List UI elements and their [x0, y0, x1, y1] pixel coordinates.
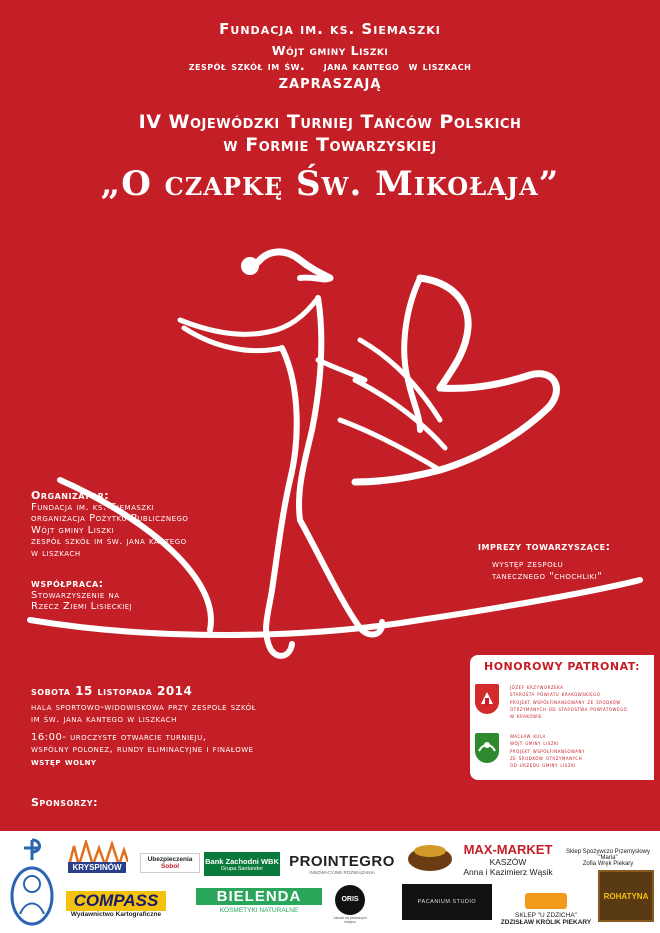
patron-line: otrzymanych od starostwa powiatowego: [510, 705, 628, 713]
kryspinow-logo: [62, 838, 132, 874]
events-block: [478, 541, 648, 583]
oris-text: ORIS: [335, 885, 365, 915]
pacanium-text: PACANIUM STUDIO: [417, 899, 477, 905]
oris-subtext: Jakość na pierwszym miejscu: [333, 915, 367, 924]
organizer-line: zespół szkół im św. jana kantego: [31, 536, 187, 547]
event-program: wspólny polonez, rundy eliminacyjne i finałowe: [31, 744, 254, 755]
title-line-2: w Formie Towarzyskiej: [223, 134, 437, 156]
sponsors-label: Sponsorzy:: [31, 796, 98, 809]
events-line: występ zespołu: [492, 558, 564, 570]
patronage-heading: HONOROWY PATRONAT:: [484, 660, 641, 673]
organizer-line: Wójt gminy Liszki: [31, 524, 115, 536]
patron-line: projekt współfinansowany ze środków: [510, 698, 621, 706]
patron-line: od urzędu gminy liszki: [510, 762, 576, 770]
zdzicha-badge-icon: [525, 893, 567, 909]
compass-text: COMPASS: [66, 891, 167, 911]
bakery-logo-icon: [404, 840, 456, 874]
patron-line: starosta powiatu krakowskiego: [510, 691, 601, 699]
maxmarket-kaszow: KASZÓW: [489, 856, 527, 867]
patron-line: ze środków otrzymanych: [510, 754, 583, 762]
sklep-maria-text-1: Sklep Spożywczo Przemysłowy: [565, 849, 651, 855]
prointegro-logo: [286, 850, 398, 878]
bzwbk-logo: [204, 852, 280, 876]
prointegro-subtext: INNOWACYJNE ROZWIĄZANIA: [309, 870, 375, 875]
title-line-1: IV Wojewódzki Turniej Tańców Polskich: [138, 111, 522, 133]
bielenda-logo: [196, 882, 322, 920]
organizer-line: Fundacja im. ks. Siemaszki: [31, 501, 155, 513]
patron-line: józef krzyworzeka: [510, 684, 564, 691]
cooperation-line: Stowarzyszenie na: [31, 589, 120, 601]
compass-subtext: Wydawnictwo Kartograficzne: [70, 910, 162, 918]
header-mayor: Wójt gminy Liszki: [271, 43, 389, 58]
patron-line: w krakowie: [510, 713, 543, 721]
event-date: sobota 15 listopada 2014: [31, 684, 193, 698]
rohatyna-logo: [598, 870, 654, 922]
maxmarket-text: MAX-MARKET: [463, 841, 553, 857]
cooperation-block: [31, 578, 231, 613]
rohatyna-text: ROHATYNA: [603, 891, 649, 901]
events-line: tanecznego "chochliki": [492, 570, 603, 582]
bielenda-text: BIELENDA: [196, 888, 322, 905]
sklep-maria-text-2: "Maria": [598, 855, 618, 861]
sobol-text-1: Ubezpieczenia: [147, 856, 193, 863]
patron-line: wójt gminy liszki: [510, 740, 559, 748]
sobol-logo: [140, 853, 200, 873]
bzwbk-text-2: Grupa Santander: [220, 865, 264, 872]
sobol-text-2: Sobol: [160, 863, 180, 870]
gmina-crest-icon: [475, 733, 499, 763]
maxmarket-owners: Anna i Kazimierz Wąsik: [463, 866, 553, 877]
bzwbk-text-1: Bank Zachodni WBK: [205, 856, 279, 866]
patron-line: projekt współfinansowany: [510, 747, 585, 755]
kryspinow-text: KRYSPINÓW: [68, 862, 125, 873]
event-entry: wstęp wolny: [31, 756, 97, 768]
event-details: [31, 686, 371, 769]
header-invite: ZAPRASZAJĄ: [278, 77, 382, 92]
patron-wojt: [510, 733, 650, 769]
organizer-heading: Organizator:: [31, 489, 110, 502]
event-place: im św. jana kantego w liszkach: [31, 714, 177, 725]
header-school: zespół szkół im św. jana kantego w liszkach: [188, 59, 472, 73]
header-foundation: Fundacja im. ks. Siemaszki: [219, 20, 441, 38]
pacanium-logo: [402, 884, 492, 920]
events-heading: imprezy towarzyszące:: [478, 540, 611, 553]
sklep-maria-text-3: Zofia Wręk Piekary: [582, 861, 634, 867]
title-main: „O czapkę Św. Mikołaja”: [100, 164, 560, 204]
organizer-line: w liszkach: [31, 547, 81, 559]
event-place: hala sportowo-widowiskowa przy zespole szkół: [31, 701, 257, 713]
maxmarket-logo: [458, 838, 558, 880]
organizer-block: [31, 490, 261, 559]
foundation-logo-icon: [6, 836, 58, 928]
patron-starosta: [510, 684, 650, 720]
prointegro-text: PROINTEGRO: [289, 853, 395, 870]
organizer-line: organizacja Pożytku Publicznego: [31, 513, 189, 524]
cooperation-line: Rzecz Ziemi Lisieckiej: [31, 601, 133, 612]
patron-line: wacław kula: [510, 733, 546, 740]
cooperation-heading: współpraca:: [31, 577, 104, 590]
zdzicha-text-2: ZDZISŁAW KRÓLIK PIEKARY: [500, 919, 592, 926]
powiat-crest-icon: [475, 684, 499, 714]
kryspinow-flames-icon: [66, 840, 128, 862]
event-program: 16:00- uroczyste otwarcie turnieju,: [31, 731, 207, 743]
compass-logo: [58, 884, 174, 924]
bielenda-subtext: KOSMETYKI NATURALNE: [219, 907, 299, 914]
zdzicha-text-1: SKLEP "U ZDZICHA": [515, 912, 577, 919]
zdzicha-logo: [496, 880, 596, 926]
oris-logo: [330, 882, 370, 926]
